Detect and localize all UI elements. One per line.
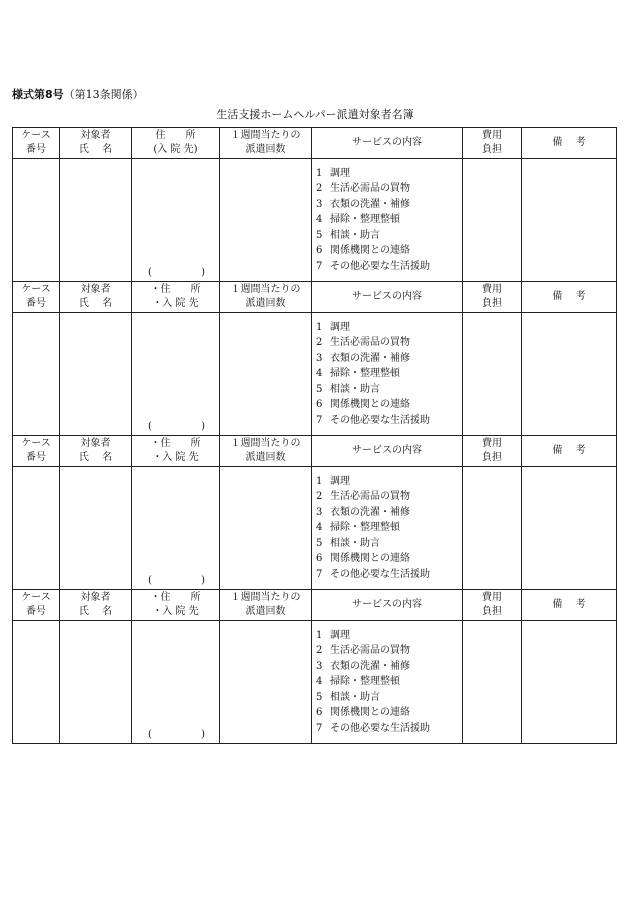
- header-remarks-label: 備 考: [552, 291, 586, 302]
- service-number: 2: [316, 183, 323, 195]
- service-item: [316, 489, 462, 505]
- header-remarks-label: 備 考: [552, 445, 586, 456]
- service-number: 6: [316, 245, 323, 257]
- service-item: [316, 259, 462, 275]
- service-cell: [312, 159, 463, 282]
- header-case-line2: 番号: [26, 606, 46, 617]
- header-cost-line1: 費用: [482, 130, 502, 141]
- service-text: 生活必需品の買物: [330, 337, 410, 349]
- service-item: [316, 243, 462, 259]
- header-row: [13, 128, 617, 159]
- service-text: 衣類の洗濯・補修: [330, 506, 410, 518]
- service-item: [316, 551, 462, 567]
- header-cost: [463, 436, 522, 467]
- subject-name-cell: [60, 467, 132, 590]
- cost-cell: [463, 159, 522, 282]
- header-case-line2: 番号: [26, 144, 46, 155]
- service-item: [316, 628, 462, 644]
- header-subject-line1: 対象者: [80, 284, 111, 295]
- header-case-line1: ケース: [21, 130, 51, 141]
- service-item: [316, 335, 462, 351]
- cost-cell: [463, 621, 522, 744]
- header-address-line2: ・入 院 先: [152, 452, 199, 463]
- subject-name-cell: [60, 621, 132, 744]
- service-item: [316, 536, 462, 552]
- service-item: [316, 181, 462, 197]
- paren-open: (: [148, 421, 152, 432]
- header-remarks: [522, 128, 617, 159]
- service-item: [316, 212, 462, 228]
- header-remarks-label: 備 考: [552, 137, 586, 148]
- service-number: 5: [316, 383, 323, 395]
- service-number: 4: [316, 214, 323, 226]
- header-subject-name: [60, 282, 132, 313]
- service-number: 2: [316, 491, 323, 503]
- paren-close: ): [201, 267, 205, 278]
- header-visits: [220, 128, 312, 159]
- remarks-cell: [522, 313, 617, 436]
- service-item: [316, 320, 462, 336]
- header-visits-line2: 派遣回数: [245, 606, 286, 617]
- service-text: 生活必需品の買物: [330, 491, 410, 503]
- case-number-cell: [13, 467, 60, 590]
- entry-row: [13, 621, 617, 744]
- service-item: [316, 382, 462, 398]
- paren-open: (: [148, 729, 152, 740]
- service-number: 7: [316, 414, 323, 426]
- header-cost: [463, 282, 522, 313]
- service-number: 1: [316, 167, 323, 179]
- service-item: [316, 505, 462, 521]
- address-cell: [132, 159, 220, 282]
- service-text: 衣類の洗濯・補修: [330, 198, 410, 210]
- header-case-number: [13, 128, 60, 159]
- paren-close: ): [201, 421, 205, 432]
- service-cell: [312, 313, 463, 436]
- header-case-line1: ケース: [21, 284, 51, 295]
- header-case-line1: ケース: [21, 438, 51, 449]
- service-list: [312, 628, 462, 737]
- header-row: [13, 590, 617, 621]
- case-number-cell: [13, 159, 60, 282]
- service-text: 調理: [330, 629, 350, 641]
- address-area: [132, 313, 219, 435]
- service-item: [316, 474, 462, 490]
- address-cell: [132, 621, 220, 744]
- service-text: 生活必需品の買物: [330, 183, 410, 195]
- header-visits-line1: １週間当たりの: [230, 130, 301, 141]
- subject-name-cell: [60, 313, 132, 436]
- header-visits-line2: 派遣回数: [245, 452, 286, 463]
- service-number: 2: [316, 337, 323, 349]
- service-item: [316, 674, 462, 690]
- visits-cell: [220, 313, 312, 436]
- service-item: [316, 690, 462, 706]
- address-area: [132, 621, 219, 743]
- service-number: 1: [316, 629, 323, 641]
- header-subject-line2: 氏 名: [78, 606, 113, 617]
- service-list: [312, 320, 462, 429]
- paren-close: ): [201, 575, 205, 586]
- header-subject-line2: 氏 名: [78, 144, 113, 155]
- service-item: [316, 721, 462, 737]
- service-text: 関係機関との連絡: [330, 553, 410, 565]
- header-visits: [220, 590, 312, 621]
- case-number-cell: [13, 621, 60, 744]
- cost-cell: [463, 467, 522, 590]
- service-text: 相談・助言: [330, 383, 380, 395]
- header-address-line1: 住 所: [155, 130, 196, 141]
- visits-cell: [220, 621, 312, 744]
- header-service: [312, 282, 463, 313]
- service-text: 衣類の洗濯・補修: [330, 352, 410, 364]
- service-item: [316, 197, 462, 213]
- header-case-number: [13, 590, 60, 621]
- service-item: [316, 413, 462, 429]
- service-number: 6: [316, 707, 323, 719]
- subject-name-cell: [60, 159, 132, 282]
- remarks-cell: [522, 467, 617, 590]
- service-number: 3: [316, 660, 323, 672]
- service-text: 調理: [330, 475, 350, 487]
- service-cell: [312, 467, 463, 590]
- header-service-label: サービスの内容: [352, 445, 422, 456]
- hospital-parentheses: [148, 575, 205, 588]
- service-number: 4: [316, 522, 323, 534]
- service-number: 3: [316, 506, 323, 518]
- header-cost-line1: 費用: [482, 592, 502, 603]
- service-text: 掃除・整理整頓: [330, 214, 400, 226]
- header-address: [132, 436, 220, 467]
- form-number-label: [12, 86, 144, 102]
- service-number: 4: [316, 368, 323, 380]
- service-number: 1: [316, 321, 323, 333]
- header-case-line1: ケース: [21, 592, 51, 603]
- service-item: [316, 659, 462, 675]
- header-cost: [463, 128, 522, 159]
- service-number: 3: [316, 352, 323, 364]
- header-cost-line2: 負担: [482, 144, 502, 155]
- header-visits-line2: 派遣回数: [245, 144, 286, 155]
- service-text: その他必要な生活援助: [330, 414, 430, 426]
- header-visits: [220, 282, 312, 313]
- header-subject-line2: 氏 名: [78, 452, 113, 463]
- service-text: 相談・助言: [330, 691, 380, 703]
- paren-open: (: [148, 267, 152, 278]
- remarks-cell: [522, 621, 617, 744]
- service-text: 相談・助言: [330, 229, 380, 241]
- service-number: 3: [316, 198, 323, 210]
- service-text: 関係機関との連絡: [330, 707, 410, 719]
- service-number: 5: [316, 229, 323, 241]
- service-item: [316, 705, 462, 721]
- header-visits: [220, 436, 312, 467]
- document-title: 生活支援ホームヘルパー派遣対象者名簿: [216, 108, 414, 121]
- service-item: [316, 643, 462, 659]
- hospital-parentheses: [148, 421, 205, 434]
- service-text: 生活必需品の買物: [330, 645, 410, 657]
- entry-row: [13, 313, 617, 436]
- service-text: その他必要な生活援助: [330, 568, 430, 580]
- paren-open: (: [148, 575, 152, 586]
- service-item: [316, 228, 462, 244]
- header-subject-name: [60, 436, 132, 467]
- visits-cell: [220, 159, 312, 282]
- visits-cell: [220, 467, 312, 590]
- service-number: 5: [316, 691, 323, 703]
- header-visits-line2: 派遣回数: [245, 298, 286, 309]
- header-address-line2: ・入 院 先: [152, 298, 199, 309]
- header-address-line1: ・住 所: [150, 438, 201, 449]
- remarks-cell: [522, 159, 617, 282]
- service-number: 7: [316, 260, 323, 272]
- service-item: [316, 520, 462, 536]
- header-service: [312, 128, 463, 159]
- header-subject-line1: 対象者: [80, 130, 111, 141]
- service-text: その他必要な生活援助: [330, 722, 430, 734]
- header-cost-line2: 負担: [482, 452, 502, 463]
- header-row: [13, 436, 617, 467]
- header-address-line1: ・住 所: [150, 592, 201, 603]
- paren-close: ): [201, 729, 205, 740]
- header-address: [132, 590, 220, 621]
- service-list: [312, 166, 462, 275]
- entry-row: [13, 159, 617, 282]
- header-subject-line2: 氏 名: [78, 298, 113, 309]
- service-text: 調理: [330, 321, 350, 333]
- header-case-line2: 番号: [26, 298, 46, 309]
- service-text: 相談・助言: [330, 537, 380, 549]
- service-number: 1: [316, 475, 323, 487]
- form-article-reference: （第13条関係）: [63, 88, 144, 101]
- service-number: 6: [316, 553, 323, 565]
- service-text: 掃除・整理整頓: [330, 368, 400, 380]
- service-list: [312, 474, 462, 583]
- header-remarks-label: 備 考: [552, 599, 586, 610]
- service-text: 関係機関との連絡: [330, 245, 410, 257]
- header-service-label: サービスの内容: [352, 291, 422, 302]
- header-visits-line1: １週間当たりの: [230, 284, 301, 295]
- service-number: 6: [316, 399, 323, 411]
- header-visits-line1: １週間当たりの: [230, 438, 301, 449]
- header-cost-line1: 費用: [482, 438, 502, 449]
- header-cost: [463, 590, 522, 621]
- case-number-cell: [13, 313, 60, 436]
- service-item: [316, 166, 462, 182]
- header-address-line1: ・住 所: [150, 284, 201, 295]
- service-text: 掃除・整理整頓: [330, 676, 400, 688]
- header-case-number: [13, 282, 60, 313]
- header-case-line2: 番号: [26, 452, 46, 463]
- service-number: 4: [316, 676, 323, 688]
- header-subject-line1: 対象者: [80, 438, 111, 449]
- header-visits-line1: １週間当たりの: [230, 592, 301, 603]
- service-item: [316, 567, 462, 583]
- header-service-label: サービスの内容: [352, 137, 422, 148]
- service-text: その他必要な生活援助: [330, 260, 430, 272]
- address-area: [132, 159, 219, 281]
- header-address-line2: ・入 院 先: [152, 606, 199, 617]
- service-number: 7: [316, 722, 323, 734]
- hospital-parentheses: [148, 267, 205, 280]
- header-address: [132, 282, 220, 313]
- service-number: 5: [316, 537, 323, 549]
- header-cost-line2: 負担: [482, 298, 502, 309]
- address-cell: [132, 313, 220, 436]
- header-address-line2: (入 院 先): [153, 144, 198, 155]
- service-item: [316, 351, 462, 367]
- header-service: [312, 436, 463, 467]
- header-service-label: サービスの内容: [352, 599, 422, 610]
- header-cost-line2: 負担: [482, 606, 502, 617]
- service-item: [316, 366, 462, 382]
- header-remarks: [522, 590, 617, 621]
- header-subject-name: [60, 590, 132, 621]
- form-number: 様式第8号: [12, 88, 64, 101]
- service-cell: [312, 621, 463, 744]
- header-subject-name: [60, 128, 132, 159]
- service-number: 7: [316, 568, 323, 580]
- header-address: [132, 128, 220, 159]
- header-subject-line1: 対象者: [80, 592, 111, 603]
- cost-cell: [463, 313, 522, 436]
- service-text: 衣類の洗濯・補修: [330, 660, 410, 672]
- header-case-number: [13, 436, 60, 467]
- entry-row: [13, 467, 617, 590]
- service-text: 調理: [330, 167, 350, 179]
- address-cell: [132, 467, 220, 590]
- header-remarks: [522, 282, 617, 313]
- header-remarks: [522, 436, 617, 467]
- address-area: [132, 467, 219, 589]
- hospital-parentheses: [148, 729, 205, 742]
- header-service: [312, 590, 463, 621]
- service-number: 2: [316, 645, 323, 657]
- register-table: [12, 127, 617, 744]
- service-text: 関係機関との連絡: [330, 399, 410, 411]
- service-item: [316, 397, 462, 413]
- header-row: [13, 282, 617, 313]
- service-text: 掃除・整理整頓: [330, 522, 400, 534]
- header-cost-line1: 費用: [482, 284, 502, 295]
